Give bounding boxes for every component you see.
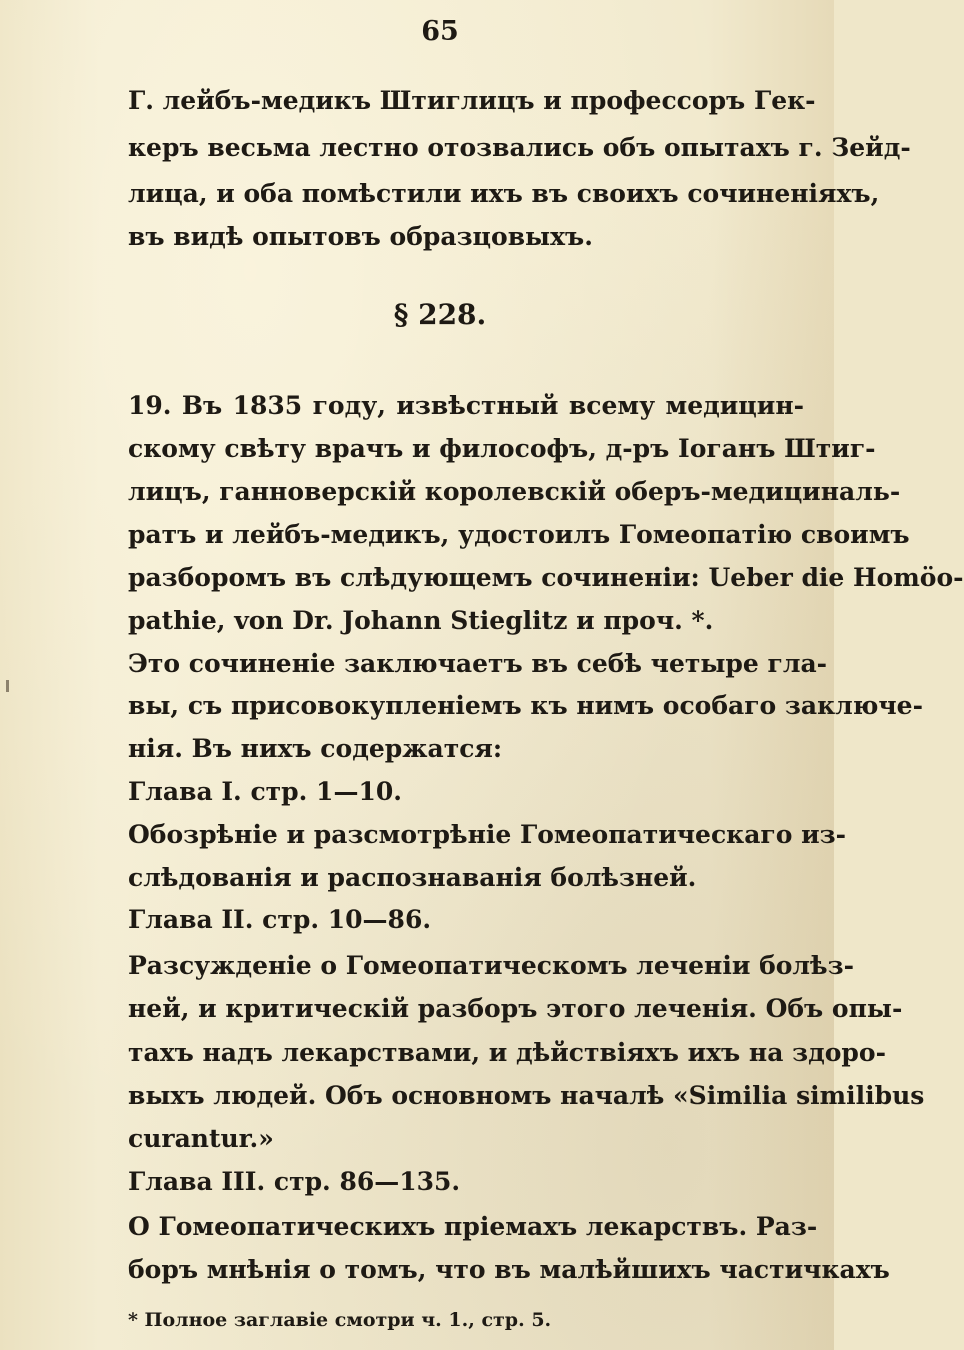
text-line: 19. Въ 1835 году, извѣстный всему медицин- bbox=[128, 391, 804, 420]
text-line: О Гомеопатическихъ пріемахъ лекарствъ. Раз- bbox=[128, 1212, 818, 1241]
text-line: Разсужденіе о Гомеопатическомъ леченіи болѣз- bbox=[128, 951, 854, 980]
footnote: * Полное заглавіе смотри ч. 1., стр. 5. bbox=[128, 1309, 552, 1331]
section-heading: § 228. bbox=[393, 298, 487, 331]
text-line: въ видѣ опытовъ образцовыхъ. bbox=[128, 222, 593, 251]
text-line: Это сочиненіе заключаетъ въ себѣ четыре гла- bbox=[128, 649, 828, 678]
text-line: вы, съ присовокупленіемъ къ нимъ особаго заключе- bbox=[128, 691, 923, 720]
text-line: лицъ, ганноверскій королевскій оберъ-медициналь- bbox=[128, 477, 901, 506]
text-line: pathie, von Dr. Johann Stieglitz и проч. *. bbox=[128, 606, 714, 635]
text-line: разборомъ въ слѣдующемъ сочиненіи: Ueber die Homöo- bbox=[128, 563, 964, 592]
text-line: Г. лейбъ-медикъ Штиглицъ и профессоръ Гек- bbox=[128, 86, 816, 115]
chapter-heading: Глава I. стр. 1—10. bbox=[128, 777, 402, 806]
chapter-heading: Глава II. стр. 10—86. bbox=[128, 905, 432, 934]
margin-speck bbox=[6, 680, 9, 692]
text-line: ратъ и лейбъ-медикъ, удостоилъ Гомеопатію своимъ bbox=[128, 520, 910, 549]
text-line: керъ весьма лестно отозвались объ опытахъ г. Зейд- bbox=[128, 133, 911, 162]
text-line: нія. Въ нихъ содержатся: bbox=[128, 734, 503, 763]
text-line: боръ мнѣнія о томъ, что въ малѣйшихъ частичкахъ bbox=[128, 1255, 890, 1284]
text-line: выхъ людей. Объ основномъ началѣ «Similia similibus bbox=[128, 1081, 925, 1110]
text-line: лица, и оба помѣстили ихъ въ своихъ сочиненіяхъ, bbox=[128, 179, 880, 208]
text-line: ней, и критическій разборъ этого леченія. Объ опы- bbox=[128, 994, 903, 1023]
text-line: тахъ надъ лекарствами, и дѣйствіяхъ ихъ на здоро- bbox=[128, 1038, 886, 1067]
text-line: curantur.» bbox=[128, 1124, 274, 1153]
chapter-heading: Глава III. стр. 86—135. bbox=[128, 1167, 461, 1196]
page-number: 65 bbox=[421, 16, 459, 47]
text-line: слѣдованія и распознаванія болѣзней. bbox=[128, 863, 697, 892]
text-line: скому свѣту врачъ и философъ, д-ръ Іоганъ Штиг- bbox=[128, 434, 876, 463]
text-line: Обозрѣніе и разсмотрѣніе Гомеопатическаго из- bbox=[128, 820, 847, 849]
